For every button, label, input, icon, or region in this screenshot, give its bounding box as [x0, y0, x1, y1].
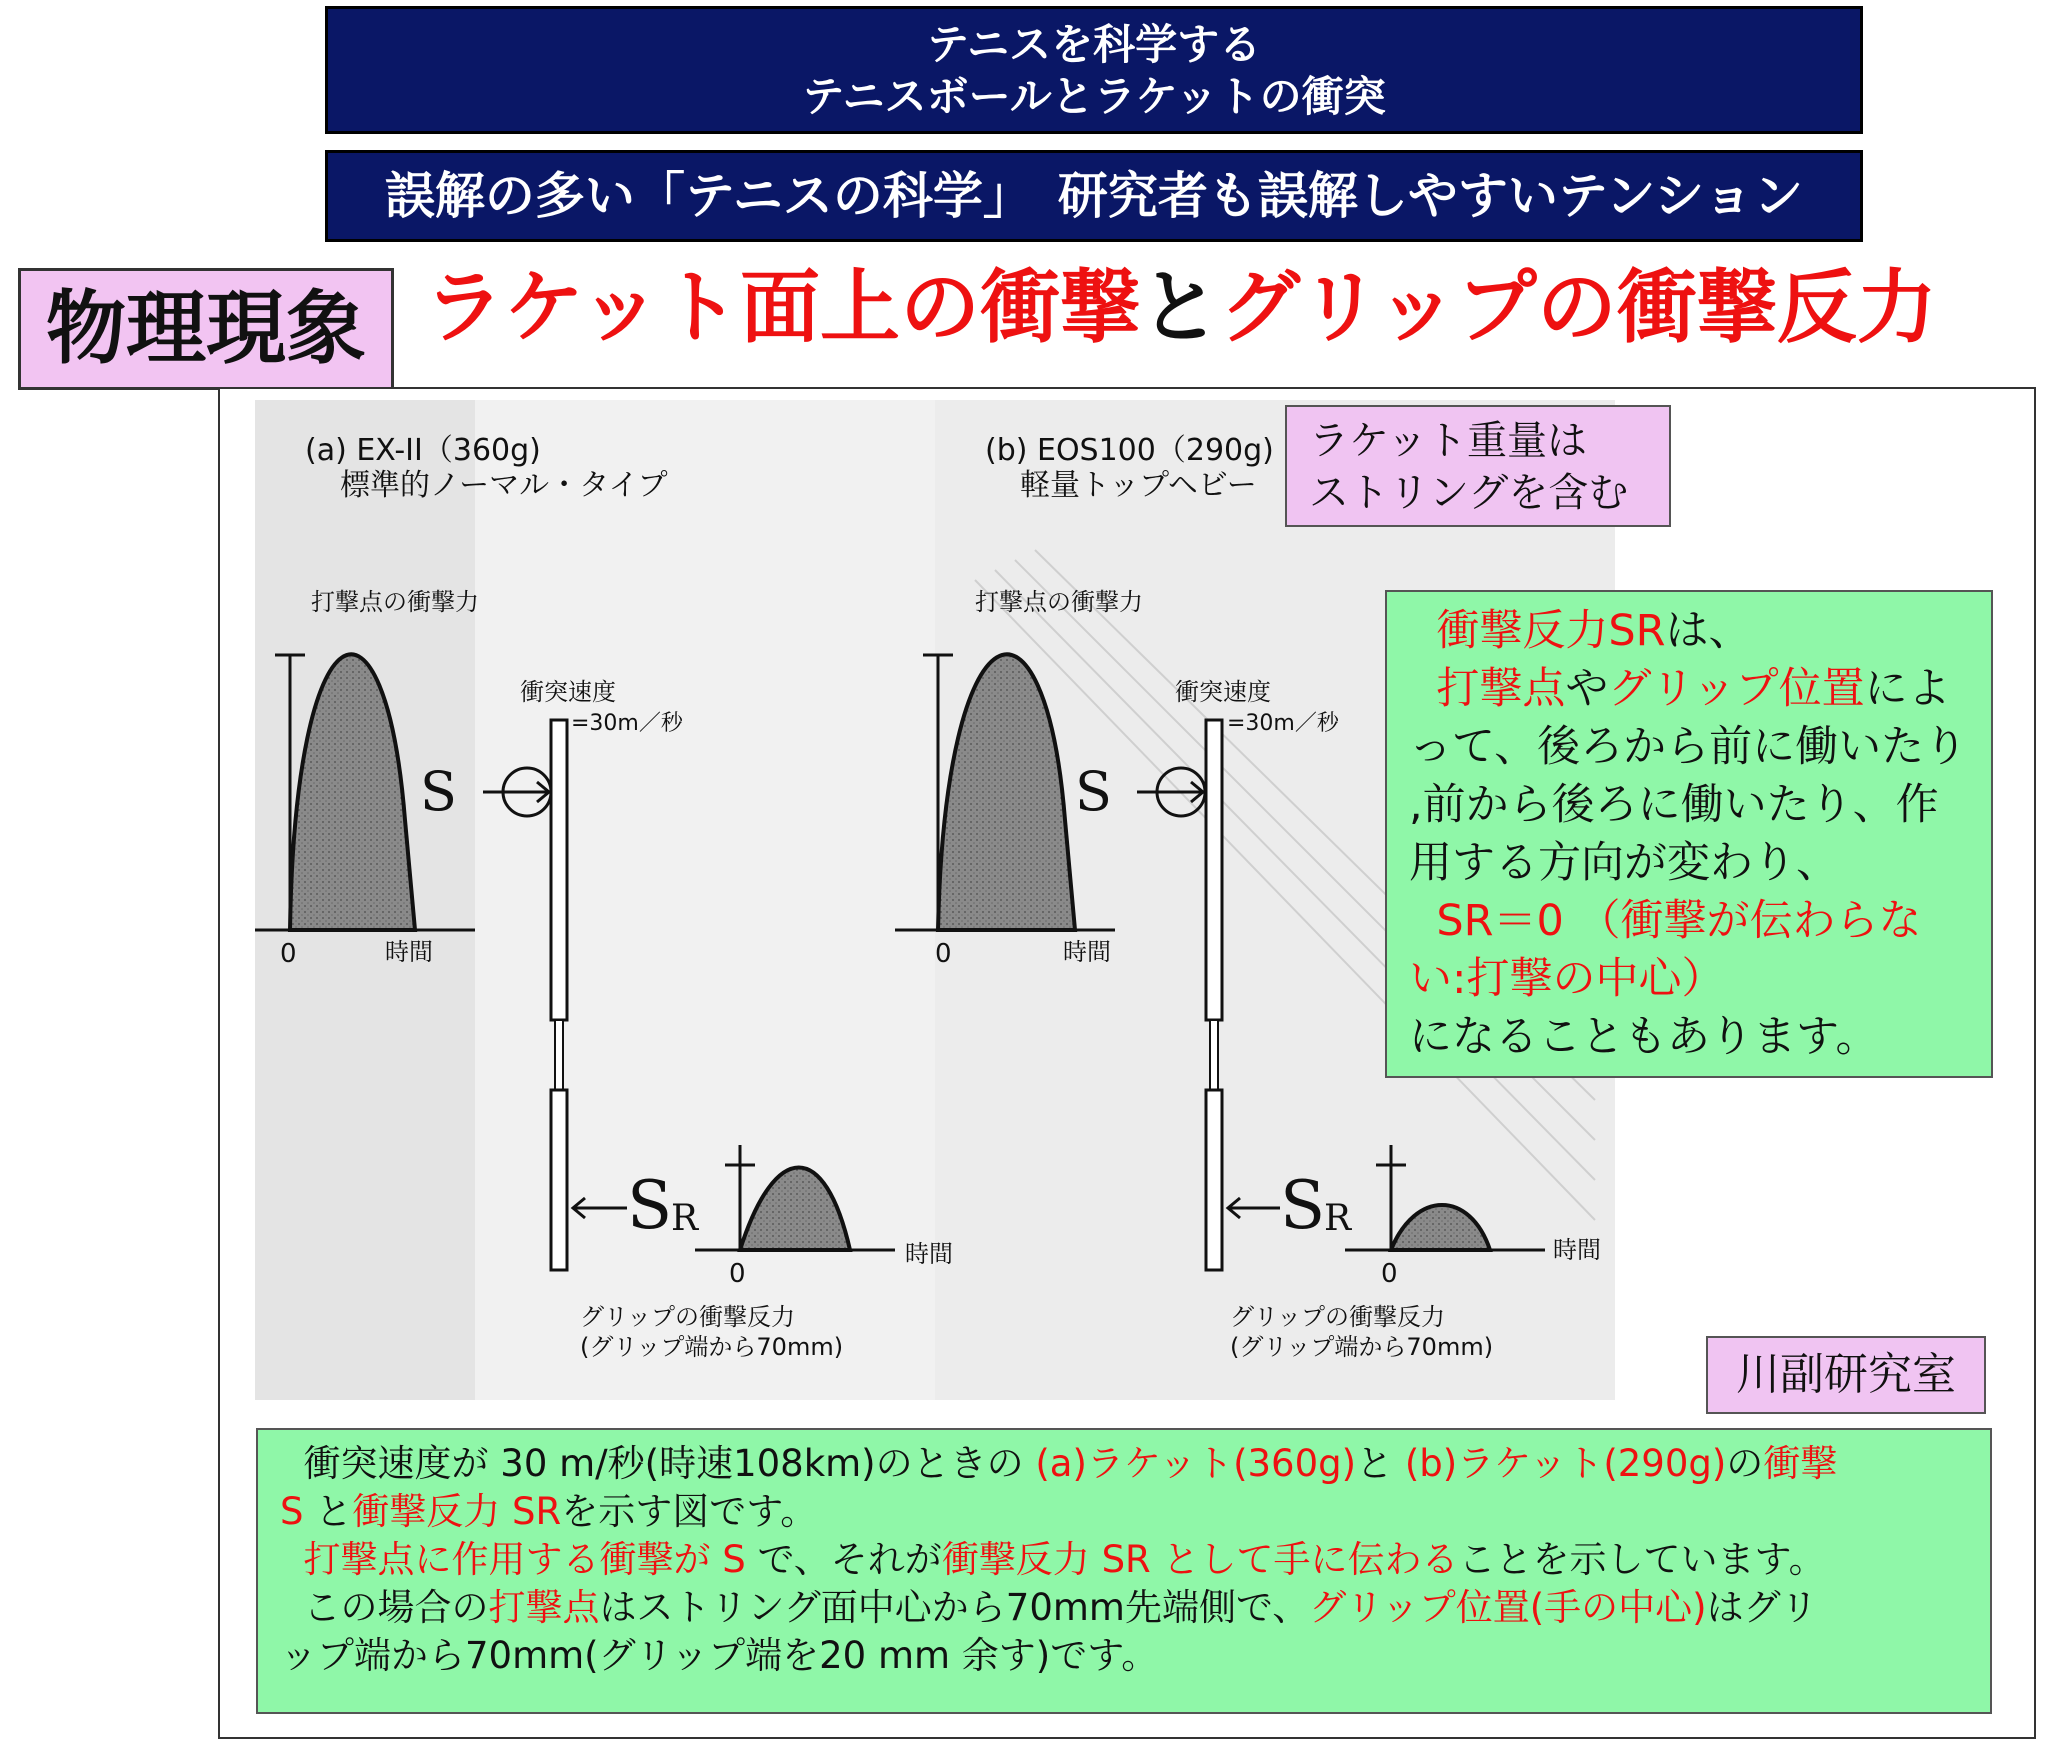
bottom-p1-b: (a)ラケット(360g): [1035, 1442, 1357, 1485]
b-grip-note: (グリップ端から70mm): [1230, 1333, 1494, 1361]
bottom-p5: ップ端から70mm(グリップ端を20 mm 余す)です。: [280, 1634, 1159, 1677]
a-racket-grip: [551, 1090, 567, 1270]
b-zero-2: 0: [1381, 1259, 1398, 1289]
a-grip-note: (グリップ端から70mm): [580, 1333, 844, 1361]
headline-part-1: ラケット面上の衝撃: [424, 261, 1140, 354]
bottom-p2-c: 衝撃反力 SR: [352, 1490, 562, 1533]
bottom-p2-b: と: [303, 1490, 353, 1533]
b-grip-label: グリップの衝撃反力: [1230, 1303, 1446, 1331]
b-racket-grip: [1206, 1090, 1222, 1270]
b-speed-label: 衝突速度: [1175, 678, 1271, 706]
a-zero-2: 0: [729, 1259, 746, 1289]
headline: [424, 258, 1937, 358]
b-racket-shaft: [1210, 1020, 1218, 1090]
title-line-2: テニスボールとラケットの衝突: [802, 72, 1386, 121]
lab-label: 川副研究室: [1706, 1336, 1986, 1414]
bottom-p3-a: 打撃点に作用する衝撃が S: [303, 1538, 746, 1581]
b-time-2: 時間: [1553, 1236, 1601, 1264]
bottom-p2-d: を示す図です。: [561, 1490, 818, 1533]
subtitle-banner: [325, 150, 1863, 242]
b-speed-value: =30m／秒: [1227, 711, 1339, 736]
a-speed-label: 衝突速度: [520, 678, 616, 706]
a-zero: 0: [280, 939, 297, 969]
b-s-label: S: [1075, 760, 1112, 823]
a-impact-label: 打撃点の衝撃力: [311, 588, 479, 616]
sr-line-2-blk-1: や: [1565, 664, 1609, 714]
b-title: (b) EOS100（290g): [985, 433, 1274, 468]
sr-line-2-red-1: 打撃点: [1436, 664, 1566, 714]
a-time-2: 時間: [905, 1240, 953, 1268]
b-subtitle: 軽量トップヘビー: [1020, 468, 1257, 503]
bottom-p4-a: この場合の: [303, 1586, 489, 1629]
bottom-p4-c: はストリング面中心から70mm先端側で、: [599, 1586, 1310, 1629]
sr-line-5: 用する方向が変わり、: [1409, 838, 1839, 888]
bottom-p3-d: ことを示しています。: [1458, 1538, 1826, 1581]
a-s-label: S: [420, 760, 457, 823]
headline-part-2: と: [1140, 261, 1220, 354]
headline-part-3: グリップの衝撃反力: [1220, 261, 1937, 354]
b-sr-sub: R: [1324, 1198, 1352, 1239]
title-line-1: テニスを科学する: [926, 20, 1262, 69]
sr-line-3: って、後ろから前に働いたり: [1409, 722, 1968, 772]
bottom-p1-a: 衝突速度が 30 m/秒(時速108km)のときの: [303, 1442, 1036, 1485]
b-impact-label: 打撃点の衝撃力: [975, 588, 1143, 616]
a-speed-value: =30m／秒: [571, 711, 683, 736]
b-racket-head: [1206, 720, 1222, 1020]
sr-line-2-red-2: グリップ位置: [1608, 664, 1865, 714]
b-zero: 0: [935, 939, 952, 969]
sr-line-1-red: 衝撃反力SR: [1436, 606, 1666, 656]
sr-explanation-box: [1385, 590, 1993, 1078]
sr-line-2-blk-2: によ: [1864, 664, 1951, 714]
a-racket-shaft: [555, 1020, 563, 1090]
a-subtitle: 標準的ノーマル・タイプ: [340, 468, 668, 503]
b-sr-main: S: [1280, 1167, 1326, 1244]
phenomenon-label: 物理現象: [18, 268, 394, 390]
bottom-p2-a: S: [280, 1490, 304, 1533]
a-grip-label: グリップの衝撃反力: [580, 1303, 796, 1331]
subtitle-text: 誤解の多い「テニスの科学」 研究者も誤解しやすいテンション: [384, 167, 1804, 225]
weight-note: [1285, 405, 1671, 527]
a-time: 時間: [385, 938, 433, 966]
bottom-p1-f: 衝撃: [1763, 1442, 1838, 1485]
sr-line-1: は、: [1665, 606, 1752, 656]
bottom-p1-c: と: [1356, 1442, 1405, 1485]
title-banner: [325, 6, 1863, 134]
bottom-p1-d: (b)ラケット(290g): [1404, 1442, 1727, 1485]
bottom-p4-e: はグリ: [1706, 1586, 1818, 1629]
bottom-p1-e: の: [1726, 1442, 1764, 1485]
a-racket-head: [551, 720, 567, 1020]
sr-line-8: になることもあります。: [1409, 1012, 1879, 1062]
weight-note-line-1: ラケット重量は: [1309, 418, 1587, 464]
sr-line-4: ,前から後ろに働いたり、作: [1409, 780, 1939, 830]
a-sr-main: S: [627, 1167, 673, 1244]
bottom-p4-b: 打撃点: [488, 1586, 600, 1629]
bottom-p3-c: 衝撃反力 SR として手に伝わる: [941, 1538, 1459, 1581]
sr-line-6: SR＝0 （衝撃が伝わらな: [1436, 896, 1922, 946]
b-time: 時間: [1063, 938, 1111, 966]
a-sr-sub: R: [671, 1198, 699, 1239]
weight-note-line-2: ストリングを含む: [1309, 470, 1629, 516]
bottom-p3-b: で、それが: [745, 1538, 942, 1581]
sr-line-7: い:打撃の中心）: [1409, 954, 1725, 1004]
a-title: (a) EX-II（360g): [305, 433, 541, 468]
bottom-explanation: [256, 1428, 1992, 1714]
bottom-p4-d: グリップ位置(手の中心): [1309, 1586, 1707, 1629]
